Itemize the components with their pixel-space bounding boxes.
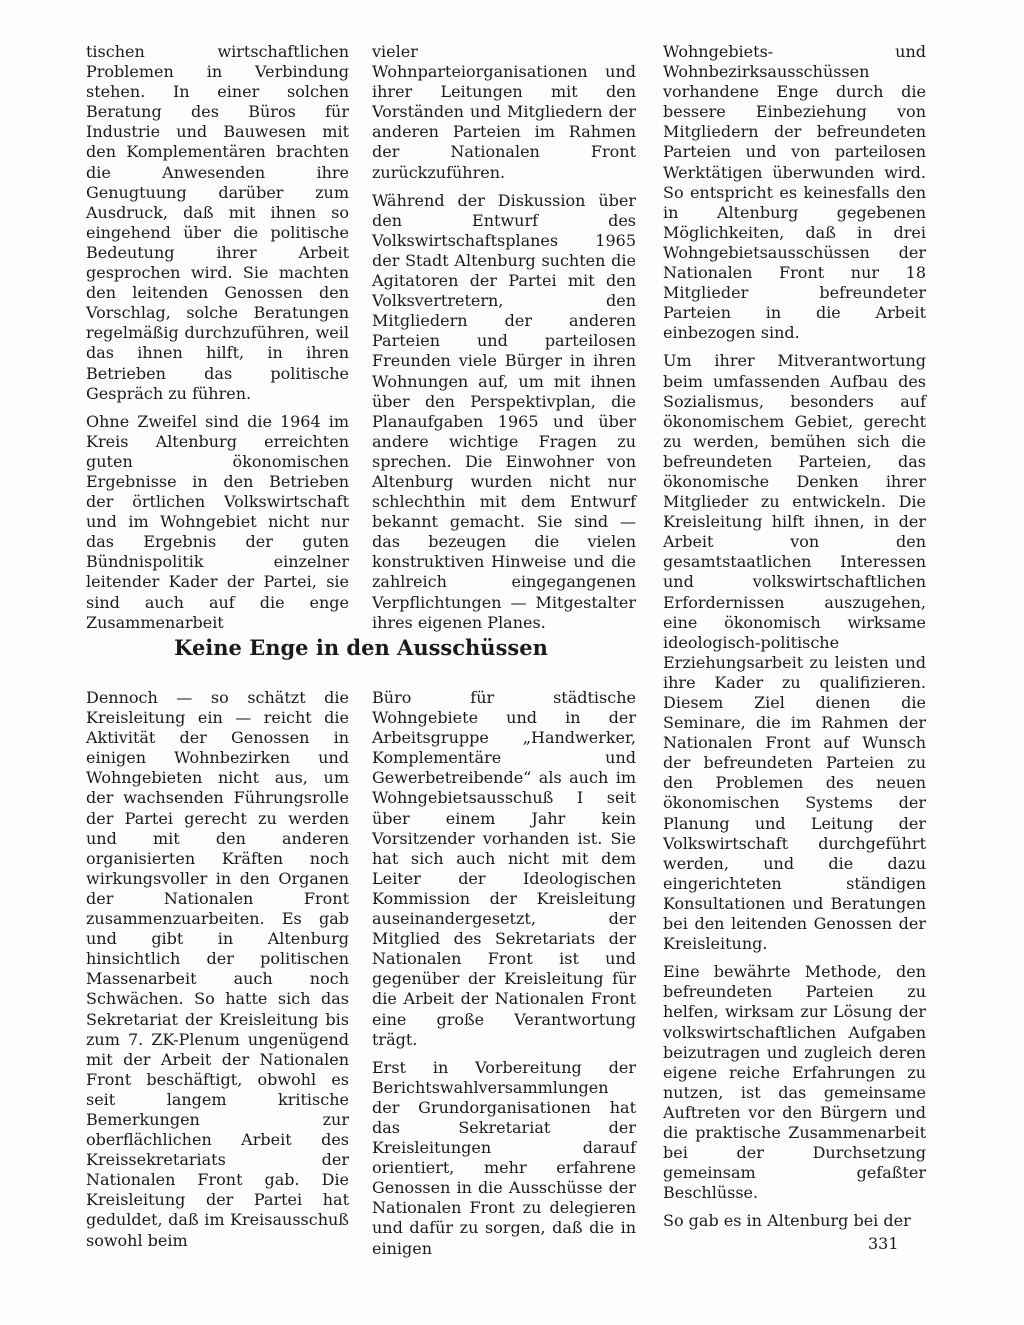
paragraph: tischen wirtschaftlichen Problemen in Verbindung stehen. In einer solchen Beratung des Büros für Industrie und Bauwesen mit den Komplementären brachten die Anwesenden ihre Genugtuung darüber zum Ausdruck, daß mit ihnen so eingehend über die politische Bedeutung ihrer Arbeit gesprochen wird. Sie machten den leitenden Genossen den Vorschlag, solche Beratungen regelmäßig durchzuführen, weil das ihnen hilft, in ihren Betrieben das politische Gespräch zu führen. bbox=[86, 42, 349, 403]
paragraph: vieler Wohnparteiorganisationen und ihrer Leitungen mit den Vorständen und Mitgliedern der anderen Parteien im Rahmen der Nationalen Front zurückzuführen. bbox=[372, 42, 636, 182]
column-2-bottom bbox=[372, 688, 636, 1259]
column-3 bbox=[663, 42, 926, 1231]
paragraph: Eine bewährte Methode, den befreundeten Parteien zu helfen, wirksam zur Lösung der volkswirtschaftlichen Aufgaben beizutragen und zugleich deren eigene reiche Erfahrungen zu nutzen, ist das gemeinsame Auftreten vor den Bürgern und die praktische Zusammenarbeit bei der Durchsetzung gemeinsam gefaßter Beschlüsse. bbox=[663, 962, 926, 1203]
paragraph: Während der Diskussion über den Entwurf des Volkswirtschaftsplanes 1965 der Stadt Altenburg suchten die Agitatoren der Partei mit den Volksvertretern, den Mitgliedern der anderen Parteien und parteilosen Freunden viele Bürger in ihren Wohnungen auf, um mit ihnen über den Perspektivplan, die Planaufgaben 1965 und über andere wichtige Fragen zu sprechen. Die Einwohner von Altenburg wurden nicht nur schlechthin mit dem Entwurf bekannt gemacht. Sie sind — das bezeugen die vielen konstruktiven Hinweise und die zahlreich eingegangenen Verpflichtungen — Mitgestalter ihres eigenen Planes. bbox=[372, 190, 636, 632]
page-number: 331 bbox=[868, 1234, 899, 1253]
paragraph: Erst in Vorbereitung der Berichtswahlversammlungen der Grundorganisationen hat das Sekretariat der Kreisleitungen darauf orientiert, mehr erfahrene Genossen in die Ausschüsse der Nationalen Front zu delegieren und dafür zu sorgen, daß die in einigen bbox=[372, 1057, 636, 1258]
section-heading: Keine Enge in den Ausschüssen bbox=[174, 635, 548, 660]
column-2-top bbox=[372, 42, 636, 633]
column-1-top bbox=[86, 42, 349, 633]
paragraph: Wohngebiets- und Wohnbezirksausschüssen vorhandene Enge durch die bessere Einbeziehung von Mitgliedern der befreundeten Parteien und von parteilosen Werktätigen überwunden wird. So entspricht es keinesfalls den in Altenburg gegebenen Möglichkeiten, daß in drei Wohngebietsausschüssen der Nationalen Front nur 18 Mitglieder befreundeter Parteien in die Arbeit einbezogen sind. bbox=[663, 42, 926, 343]
paragraph: Ohne Zweifel sind die 1964 im Kreis Altenburg erreichten guten ökonomischen Ergebnisse in den Betrieben der örtlichen Volkswirtschaft und im Wohngebiet nicht nur das Ergebnis der guten Bündnispolitik einzelner leitender Kader der Partei, sie sind auch auf die enge Zusammenarbeit bbox=[86, 411, 349, 632]
column-1-bottom bbox=[86, 688, 349, 1251]
paragraph: So gab es in Altenburg bei der bbox=[663, 1211, 911, 1231]
paragraph: Um ihrer Mitverantwortung beim umfassenden Aufbau des Sozialismus, besonders auf ökonomischem Gebiet, gerecht zu werden, bemühen sich die befreundeten Parteien, das ökonomische Denken ihrer Mitglieder zu entwickeln. Die Kreisleitung hilft ihnen, in der Arbeit von den gesamtstaatlichen Interessen und volkswirtschaftlichen Erfordernissen auszugehen, eine ökonomisch wirksame ideologisch-politische Erziehungsarbeit zu leisten und ihre Kader zu qualifizieren. Diesem Ziel dienen die Seminare, die im Rahmen der Nationalen Front auf Wunsch der befreundeten Parteien zu den Problemen des neuen ökonomischen Systems der Planung und Leitung der Volkswirtschaft durchgeführt werden, und die dazu eingerichteten ständigen Konsultationen und Beratungen bei den leitenden Genossen der Kreisleitung. bbox=[663, 351, 926, 954]
paragraph: Dennoch — so schätzt die Kreisleitung ein — reicht die Aktivität der Genossen in einigen Wohnbezirken und Wohngebieten nicht aus, um der wachsenden Führungsrolle der Partei gerecht zu werden und mit den anderen organisierten Kräften noch wirkungsvoller in den Organen der Nationalen Front zusammenzuarbeiten. Es gab und gibt in Altenburg hinsichtlich der politischen Massenarbeit auch noch Schwächen. So hatte sich das Sekretariat der Kreisleitung bis zum 7. ZK-Plenum ungenügend mit der Arbeit der Nationalen Front beschäftigt, obwohl es seit langem kritische Bemerkungen zur oberflächlichen Arbeit des Kreissekretariats der Nationalen Front gab. Die Kreisleitung der Partei hat geduldet, daß im Kreisausschuß sowohl beim bbox=[86, 688, 349, 1250]
paragraph: Büro für städtische Wohngebiete und in der Arbeitsgruppe „Handwerker, Komplementäre und Gewerbetreibende“ als auch im Wohngebietsausschuß I seit über einem Jahr kein Vorsitzender vorhanden ist. Sie hat sich auch nicht mit dem Leiter der Ideologischen Kommission der Kreisleitung auseinandergesetzt, der Mitglied des Sekretariats der Nationalen Front ist und gegenüber der Kreisleitung für die Arbeit der Nationalen Front eine große Verantwortung trägt. bbox=[372, 688, 636, 1049]
